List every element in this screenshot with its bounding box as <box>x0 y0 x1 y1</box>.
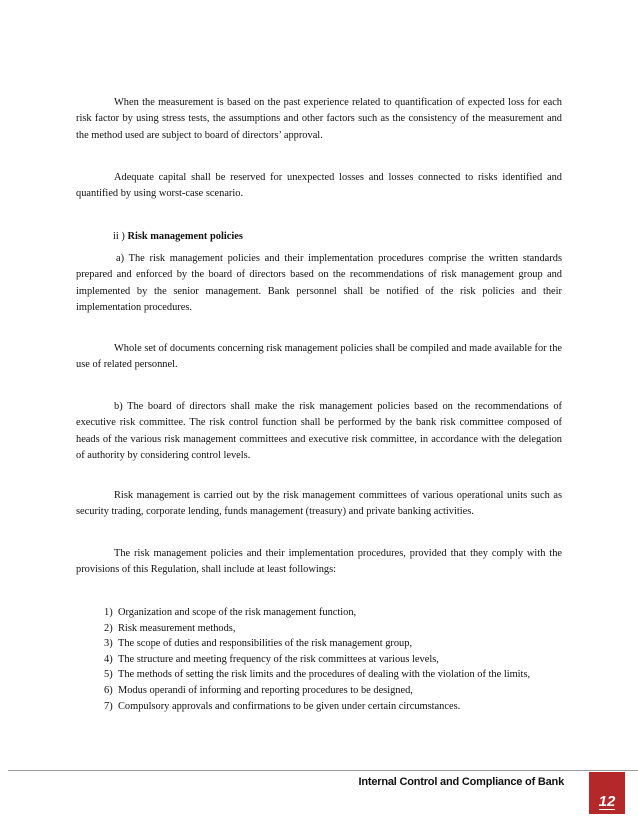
footer-divider <box>8 770 638 771</box>
policy-list <box>76 605 562 714</box>
footer-title: Internal Control and Compliance of Bank <box>358 776 564 788</box>
list-item-text: Compulsory approvals and confirmations to be given under certain circumstances. <box>118 700 461 712</box>
paragraph-capital: Adequate capital shall be reserved for unexpected losses and losses connected to risks identified and quantified by using worst-case scenario. <box>76 172 562 200</box>
list-item <box>76 652 562 668</box>
paragraph-followings: The risk management policies and their implementation procedures, provided that they comply with the provisions of this Regulation, shall include at least followings: <box>76 548 562 576</box>
paragraph-committees: Risk management is carried out by the risk management committees of various operational units such as security trading, corporate lending, funds management (treasury) and private banking activities. <box>76 490 562 518</box>
paragraph-policies-a: a) The risk management policies and their implementation procedures comprise the written standards prepared and enforced by the board of directors based on the recommendations of risk management group and implemented by the senior management. Bank personnel shall be notified of the risk policies and their implementation procedures. <box>76 253 562 314</box>
section-prefix: ii ) <box>113 231 128 242</box>
section-title: Risk management policies <box>127 231 243 242</box>
list-item-number: 1) <box>104 607 113 618</box>
list-item-text: Organization and scope of the risk management function, <box>118 607 357 618</box>
list-item-text: The scope of duties and responsibilities of the risk management group, <box>118 638 413 650</box>
section-heading <box>113 229 243 245</box>
page-number-badge <box>589 772 625 814</box>
list-item <box>76 699 562 715</box>
list-item-number: 7) <box>104 700 113 712</box>
paragraph-documents: Whole set of documents concerning risk management policies shall be compiled and made available for the use of related personnel. <box>76 343 562 371</box>
paragraph-policies-b: b) The board of directors shall make the risk management policies based on the recommendations of executive risk committee. The risk control function shall be performed by the bank risk committee composed of heads of the various risk management committees and executive risk committee, in accordance with the delegation of authority by considering control levels. <box>76 401 562 462</box>
list-item <box>76 621 562 637</box>
list-item-number: 5) <box>104 669 113 681</box>
list-item <box>76 636 562 652</box>
list-item-number: 3) <box>104 638 113 650</box>
list-item <box>76 683 562 699</box>
list-item-number: 2) <box>104 622 113 634</box>
list-item-text: Modus operandi of informing and reporting procedures to be designed, <box>118 684 413 696</box>
page-number: 12 <box>598 793 616 810</box>
list-item <box>76 667 562 683</box>
list-item-text: The structure and meeting frequency of the risk committees at various levels, <box>118 653 439 665</box>
paragraph-measurement: When the measurement is based on the past experience related to quantification of expected loss for each risk factor by using stress tests, the assumptions and other factors such as the consistency of the measurement and the method used are subject to board of directors’ approval. <box>76 97 562 141</box>
list-item-number: 4) <box>104 653 113 665</box>
list-item-number: 6) <box>104 684 113 696</box>
list-item-text: The methods of setting the risk limits and the procedures of dealing with the violation of the limits, <box>118 669 531 681</box>
list-item <box>76 605 562 621</box>
list-item-text: Risk measurement methods, <box>118 622 236 634</box>
